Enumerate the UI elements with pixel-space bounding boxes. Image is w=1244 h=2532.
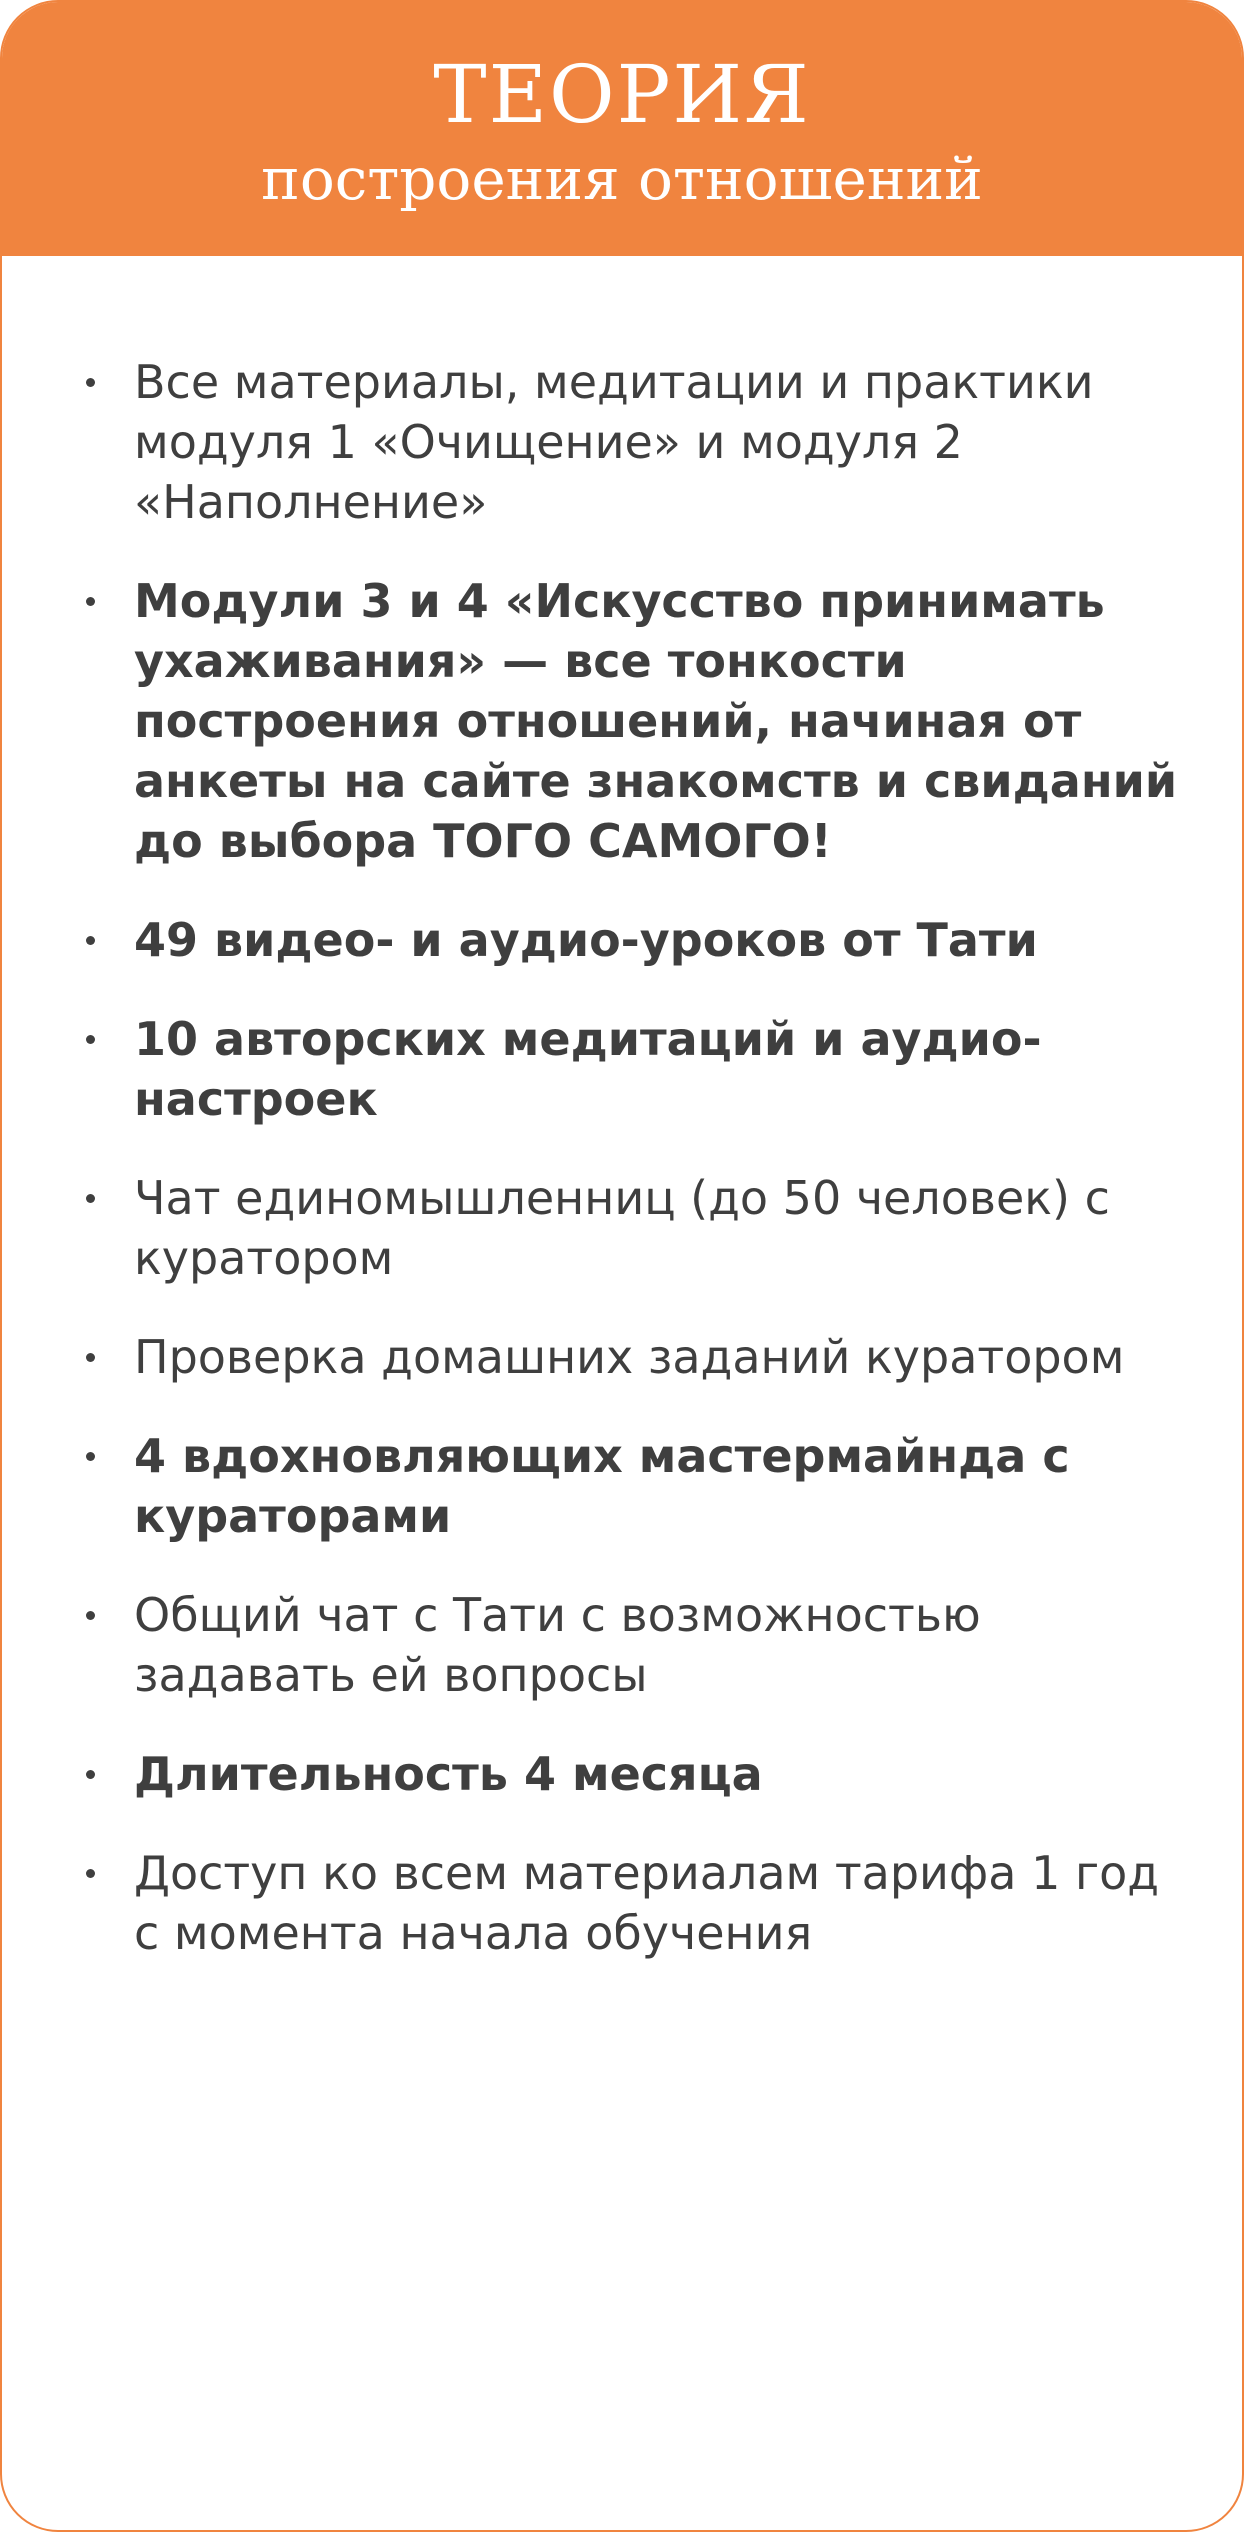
bullet-icon <box>86 1869 95 1878</box>
feature-text: Длительность 4 месяца <box>134 1747 763 1801</box>
feature-item <box>86 352 1196 532</box>
feature-text: Общий чат с Тати с возможностью задавать ей вопросы <box>134 1588 981 1702</box>
feature-text: 10 авторских медитаций и аудио-настроек <box>134 1012 1042 1126</box>
card-subtitle: построения отношений <box>261 145 983 213</box>
feature-text: 4 вдохновляющих мастермайнда с кураторами <box>134 1429 1070 1543</box>
bullet-icon <box>86 1452 95 1461</box>
card-title: ТЕОРИЯ <box>433 48 811 141</box>
feature-item <box>86 1744 1196 1804</box>
bullet-icon <box>86 1194 95 1203</box>
bullet-icon <box>86 1035 95 1044</box>
feature-text: 49 видео- и аудио-уроков от Тати <box>134 913 1038 967</box>
features-list <box>86 352 1196 2002</box>
feature-item <box>86 1843 1196 1963</box>
bullet-icon <box>86 1611 95 1620</box>
feature-item <box>86 1585 1196 1705</box>
bullet-icon <box>86 597 95 606</box>
feature-text: Все материалы, медитации и практики модуля 1 «Очищение» и модуля 2 «Наполнение» <box>134 355 1094 529</box>
feature-item <box>86 1327 1196 1387</box>
feature-item <box>86 1009 1196 1129</box>
feature-text: Модули 3 и 4 «Искусство принимать ухаживания» — все тонкости построения отношений, начиная от анкеты на сайте знакомств и свиданий до выбора ТОГО САМОГО! <box>134 574 1178 868</box>
bullet-icon <box>86 1353 95 1362</box>
feature-text: Доступ ко всем материалам тарифа 1 год с момента начала обучения <box>134 1846 1160 1960</box>
feature-item <box>86 910 1196 970</box>
bullet-icon <box>86 378 95 387</box>
card-header <box>2 2 1242 256</box>
feature-text: Проверка домашних заданий куратором <box>134 1330 1125 1384</box>
feature-item <box>86 571 1196 871</box>
feature-item <box>86 1168 1196 1288</box>
bullet-icon <box>86 936 95 945</box>
bullet-icon <box>86 1770 95 1779</box>
feature-text: Чат единомышленниц (до 50 человек) с куратором <box>134 1171 1110 1285</box>
feature-item <box>86 1426 1196 1546</box>
